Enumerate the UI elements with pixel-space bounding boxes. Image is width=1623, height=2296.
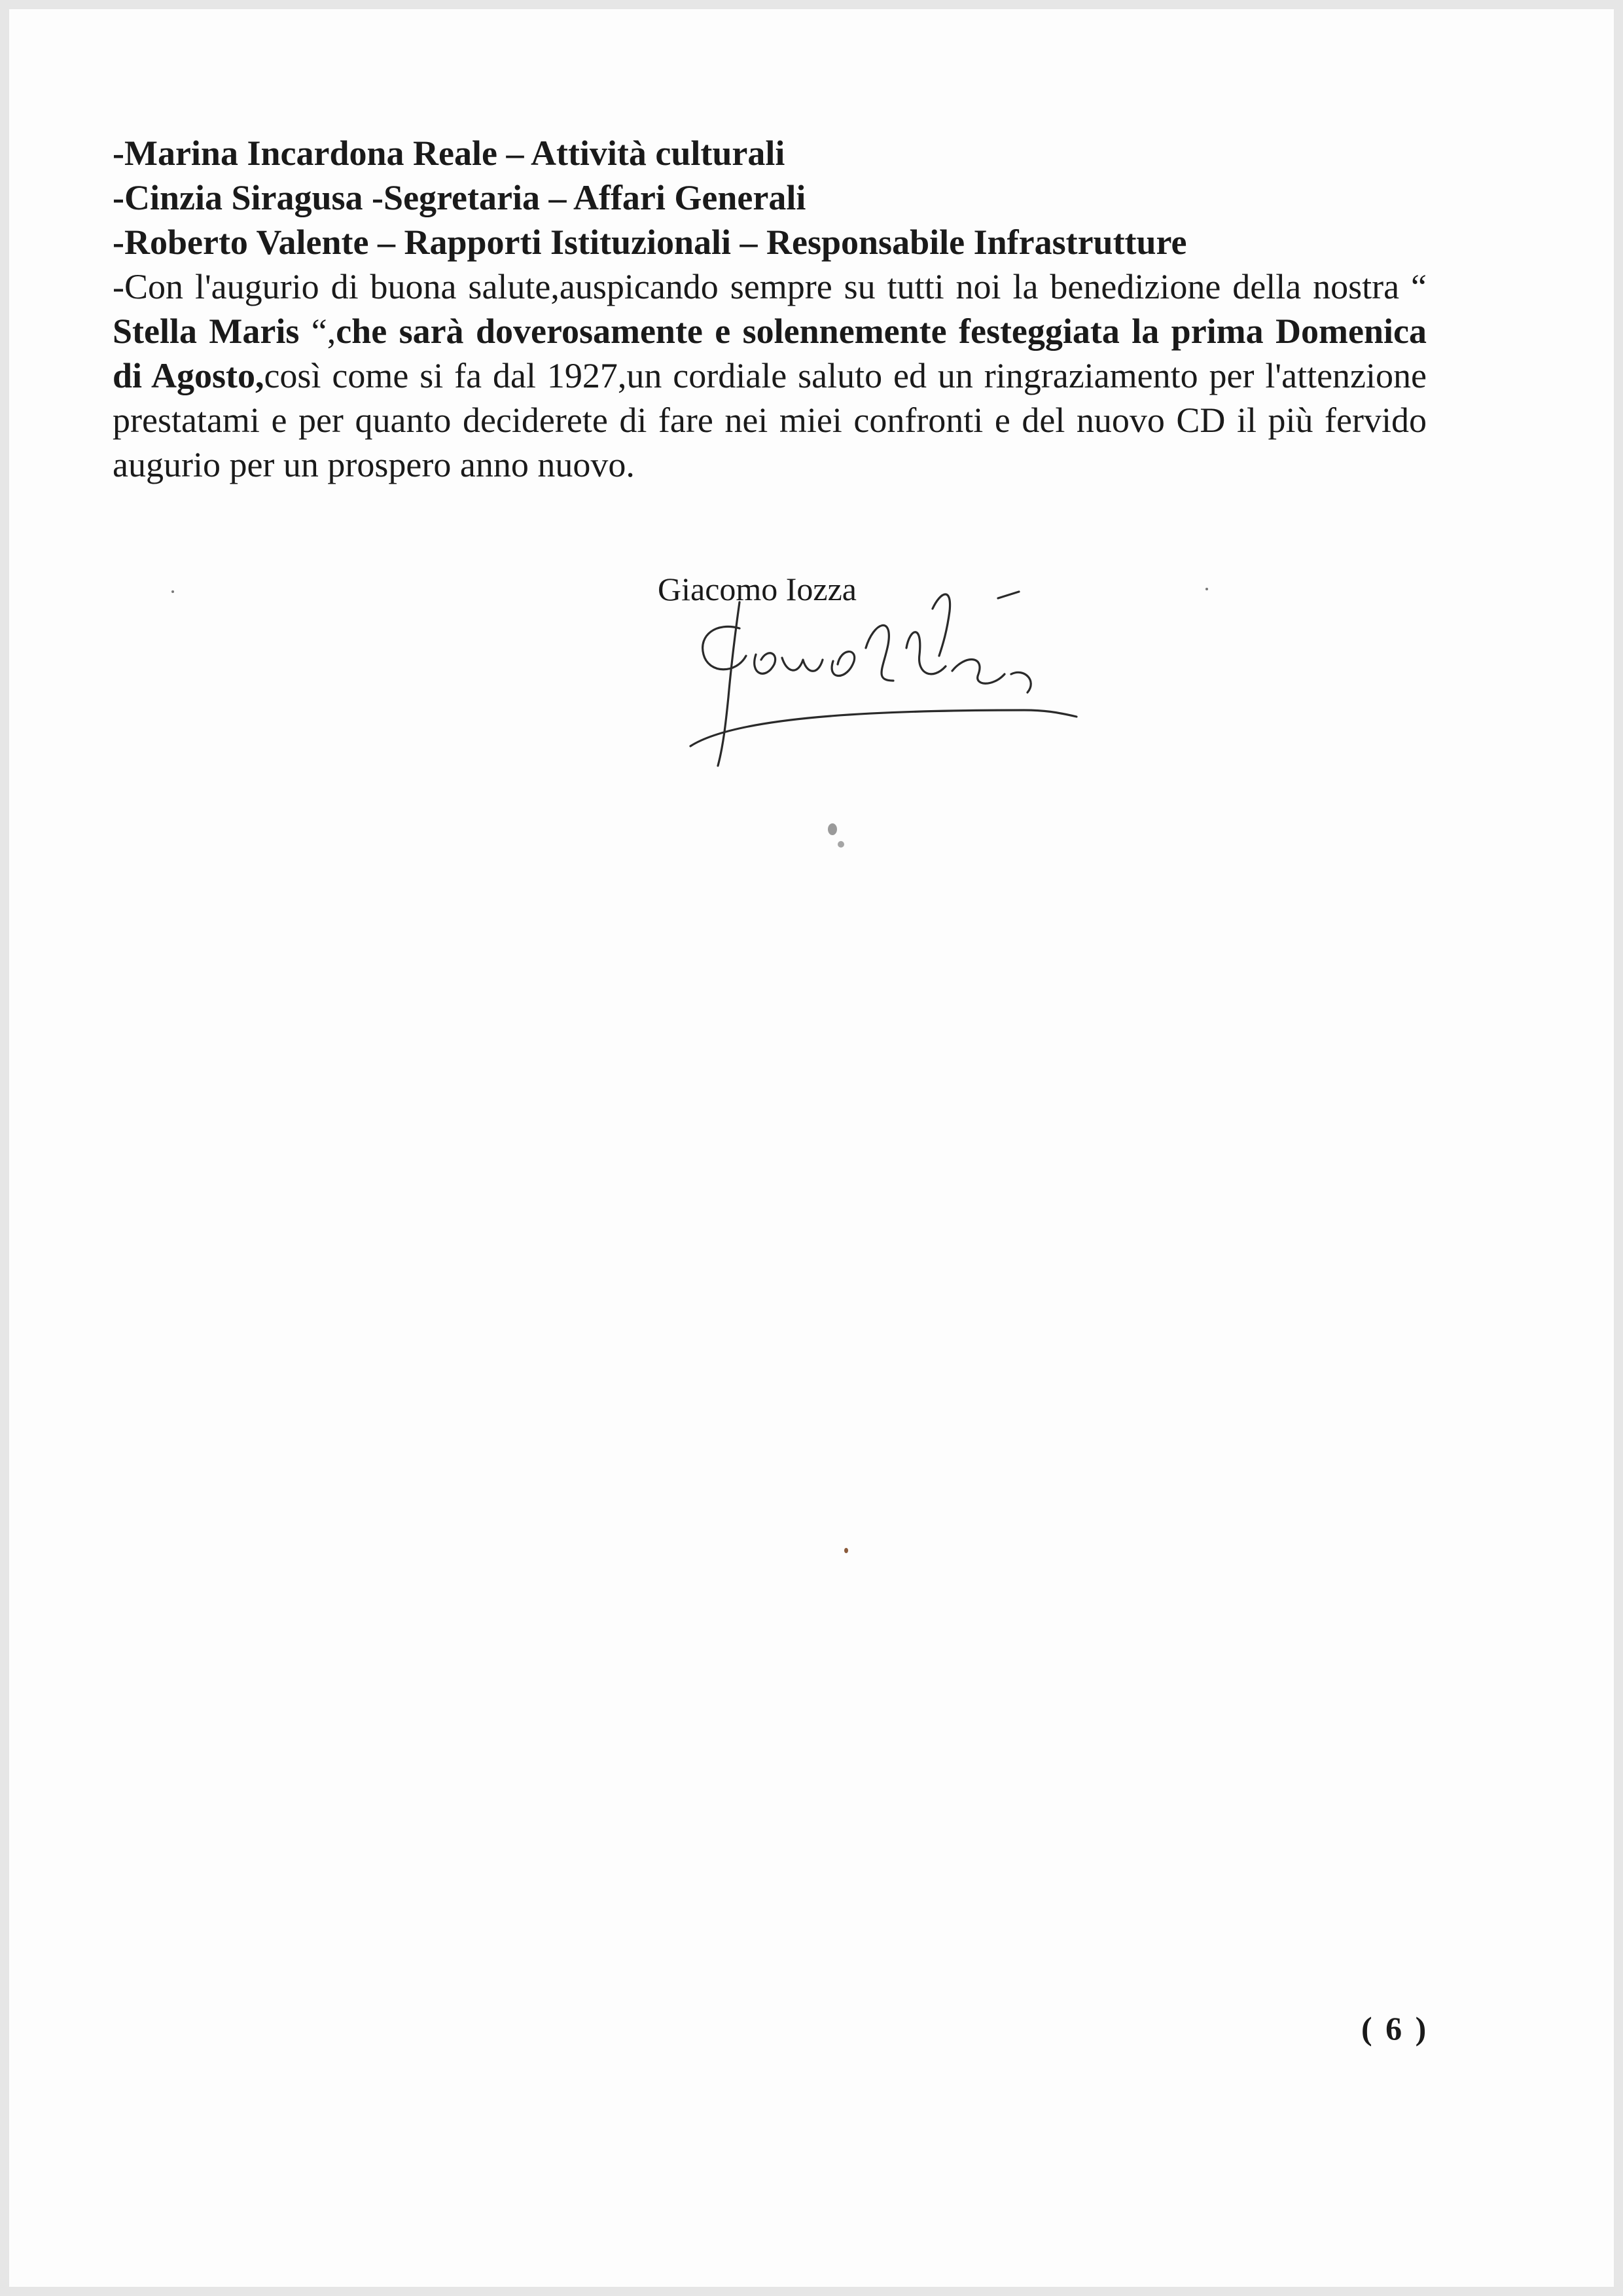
festivity-text: che sarà doverosamente e solennemente festeggiata la prima Domenica di Agosto, <box>113 312 1427 395</box>
scan-speck <box>171 590 174 593</box>
scan-speck <box>838 841 844 848</box>
signature-block <box>658 569 1155 792</box>
handwritten-signature <box>658 583 1155 792</box>
stella-maris-text: Stella Maris <box>113 312 300 351</box>
signer-name: Giacomo Iozza <box>658 571 857 607</box>
staff-line-2: -Cinzia Siragusa -Segretaria – Affari Generali <box>113 178 806 217</box>
scan-speck <box>1205 588 1208 590</box>
closing-paragraph: -Con l'augurio di buona salute,auspicando sempre su tutti noi la benedizione della nostra “ Stella Maris “,che sarà doverosamente e solennemente festeggiata la prima Domenica di Agosto,così come si fa dal 1927,un cordiale saluto ed un ringraziamento per l'attenzione prestatami e per quanto deciderete di fare nei miei confronti e del nuovo CD il più fervido augurio per un prospero anno nuovo. <box>113 267 1427 484</box>
staff-line-1: -Marina Incardona Reale – Attività culturali <box>113 134 785 173</box>
scan-speck <box>844 1548 848 1553</box>
scan-speck <box>828 823 837 835</box>
letter-body <box>113 131 1427 487</box>
page-number: ( 6 ) <box>1361 2010 1429 2047</box>
staff-line-3: -Roberto Valente – Rapporti Istituzionali – Responsabile Infrastrutture <box>113 223 1187 262</box>
